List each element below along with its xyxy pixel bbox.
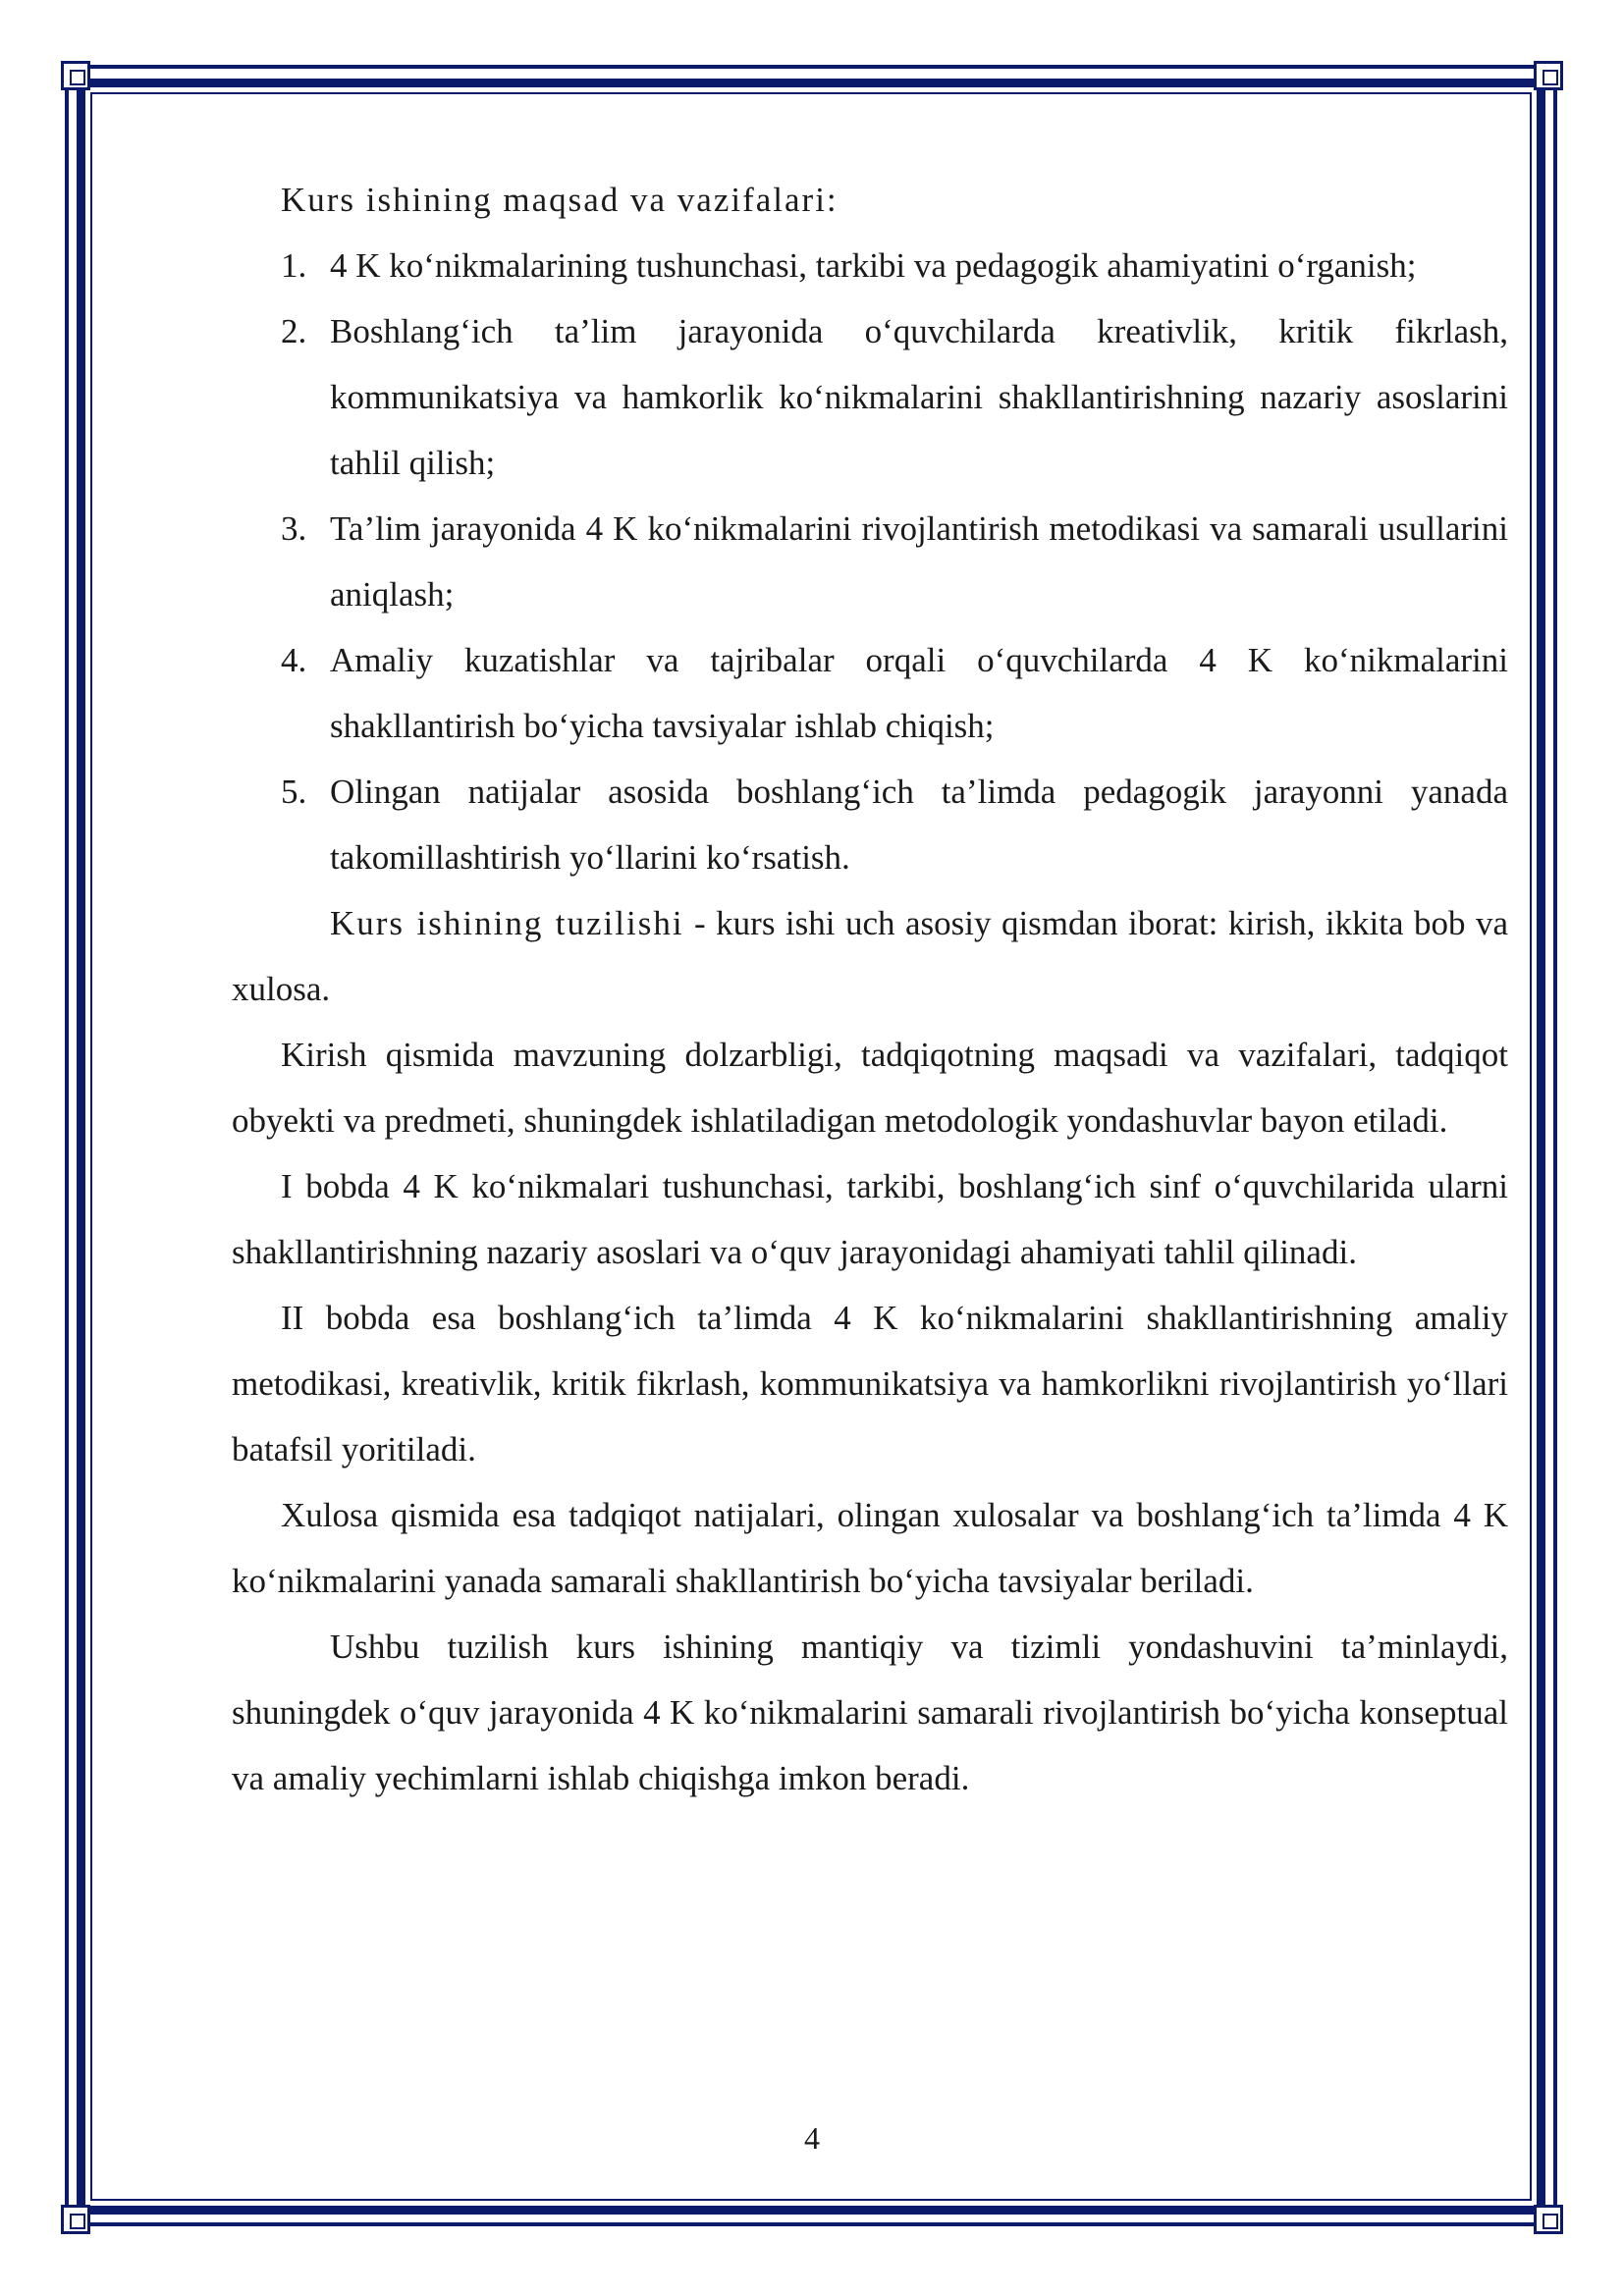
list-number: 2. <box>281 312 307 350</box>
list-item-text: Boshlang‘ich ta’lim jarayonida o‘quvchilarda kreativlik, kritik fikrlash, kommunikatsiya va hamkorlik ko‘nikmalarini shakllantirishning nazariy asoslarini tahlil qilish; <box>330 312 1508 482</box>
task-list <box>232 233 1508 890</box>
list-item <box>232 627 1508 759</box>
list-item <box>232 298 1508 496</box>
page-number: 4 <box>804 2120 820 2156</box>
list-item-text: Ta’lim jarayonida 4 K ko‘nikmalarini rivojlantirish metodikasi va samarali usullarini aniqlash; <box>330 509 1508 614</box>
structure-lead: Kurs ishining tuzilishi <box>330 904 684 942</box>
list-number: 3. <box>281 509 307 548</box>
body-paragraph: I bobda 4 K ko‘nikmalari tushunchasi, tarkibi, boshlang‘ich sinf o‘quvchilarida ularni shakllantirishning nazariy asoslari va o‘quv jarayonidagi ahamiyati tahlil qilinadi. <box>232 1167 1508 1271</box>
structure-rest: - kurs ishi uch asosiy qismdan iborat: kirish, ikkita bob va xulosa. <box>232 904 1509 1008</box>
body-paragraph: Xulosa qismida esa tadqiqot natijalari, olingan xulosalar va boshlang‘ich ta’limda 4 K ko‘nikmalarini yanada samarali shakllantirish bo‘yicha tavsiyalar beriladi. <box>232 1496 1508 1600</box>
body-paragraph: II bobda esa boshlang‘ich ta’limda 4 K ko‘nikmalarini shakllantirishning amaliy metodikasi, kreativlik, kritik fikrlash, kommunikatsiya va hamkorlikni rivojlantirish yo‘llari batafsil yoritiladi. <box>232 1299 1508 1468</box>
page-content <box>232 167 1508 1811</box>
frame-corner-ornament <box>1534 2205 1563 2234</box>
frame-corner-ornament <box>1534 61 1563 90</box>
section-heading: Kurs ishining maqsad va vazifalari: <box>281 181 839 219</box>
frame-corner-ornament <box>61 2205 90 2234</box>
list-number: 1. <box>281 246 307 285</box>
list-item-text: Amaliy kuzatishlar va tajribalar orqali o‘quvchilarda 4 K ko‘nikmalarini shakllantirish bo‘yicha tavsiyalar ishlab chiqish; <box>330 641 1508 745</box>
closing-paragraph: Ushbu tuzilish kurs ishining mantiqiy va tizimli yondashuvini ta’minlaydi, shuningdek o‘quv jarayonida 4 K ko‘nikmalarini samarali rivojlantirish bo‘yicha konseptual va amaliy yechimlarni ishlab chiqishga imkon beradi. <box>232 1628 1508 1797</box>
structure-paragraph <box>232 890 1508 1022</box>
body-paragraph: Kirish qismida mavzuning dolzarbligi, tadqiqotning maqsadi va vazifalari, tadqiqot obyekti va predmeti, shuningdek ishlatiladigan metodologik yondashuvlar bayon etiladi. <box>232 1036 1508 1140</box>
list-number: 5. <box>281 773 307 811</box>
list-item <box>232 759 1508 890</box>
frame-corner-ornament <box>61 61 90 90</box>
list-item <box>232 233 1508 298</box>
list-item <box>232 496 1508 627</box>
list-item-text: 4 K ko‘nikmalarining tushunchasi, tarkibi va pedagogik ahamiyatini o‘rganish; <box>330 246 1417 285</box>
list-number: 4. <box>281 641 307 679</box>
list-item-text: Olingan natijalar asosida boshlang‘ich ta’limda pedagogik jarayonni yanada takomillashtirish yo‘llarini ko‘rsatish. <box>330 773 1508 877</box>
